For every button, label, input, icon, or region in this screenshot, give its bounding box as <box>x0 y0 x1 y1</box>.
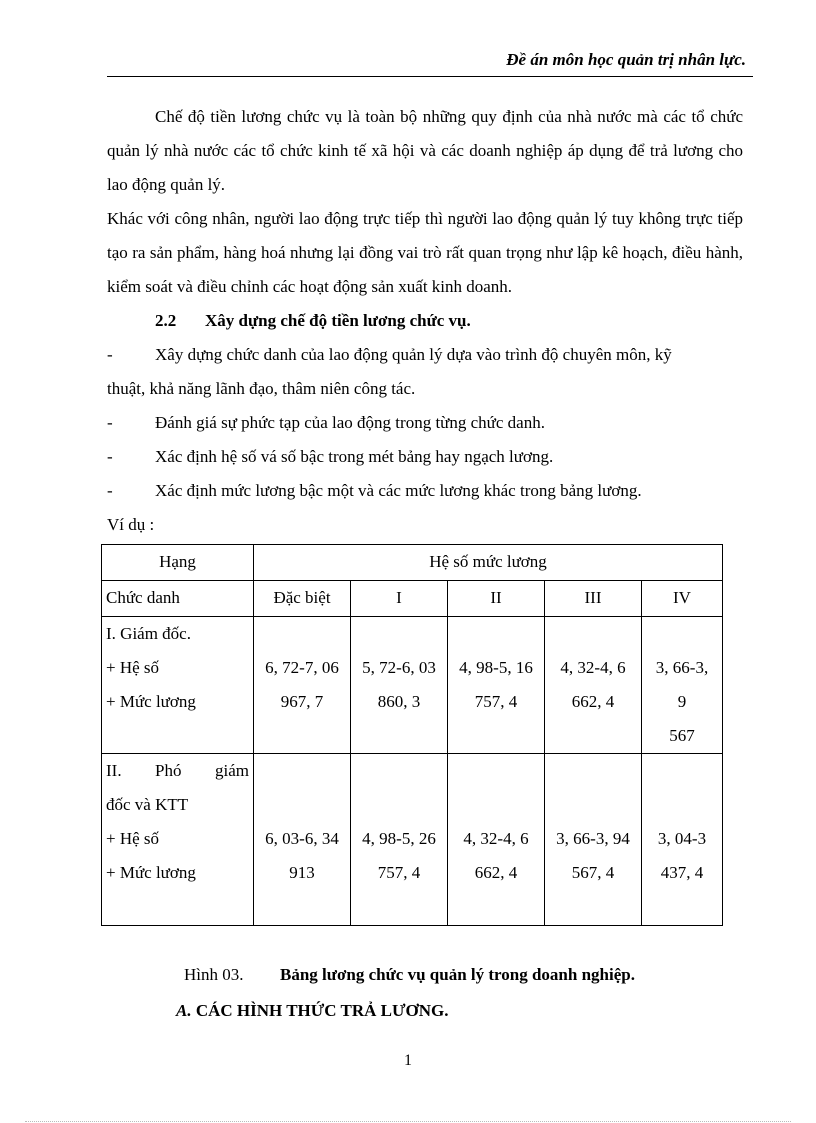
coef-value: 3, 04-3 <box>657 829 707 848</box>
row-title: II. Phó giám <box>106 761 249 780</box>
wage-value: 567 <box>669 726 695 745</box>
page-number: 1 <box>404 1052 412 1069</box>
wage-value: 967, 7 <box>280 692 324 711</box>
running-header: Đề án môn học quản trị nhân lực. <box>506 50 746 69</box>
header-rank: Hạng <box>102 545 254 581</box>
coef-value: 4, 32-4, 6 <box>463 829 529 848</box>
example-label: Ví dụ : <box>107 515 155 534</box>
bullet-item <box>107 474 743 508</box>
wage-value: 757, 4 <box>474 692 518 711</box>
section-title: Xây dựng chế độ tiền lương chức vụ. <box>205 311 471 330</box>
header-grade-2: II <box>448 581 545 617</box>
paragraph-1: Chế độ tiền lương chức vụ là toàn bộ những quy định của nhà nước mà các tổ chức quản lý nhà nước các tổ chức kinh tế xã hội và các doanh nghiệp áp dụng để trả lương cho lao động quản lý. <box>107 107 743 194</box>
bullet-dash: - <box>107 481 113 500</box>
wage-value: 437, 4 <box>660 863 704 882</box>
wage-label: + Mức lương <box>106 863 196 882</box>
heading-text: CÁC HÌNH THỨC TRẢ LƯƠNG. <box>195 1001 449 1020</box>
chapter-heading <box>176 998 449 1024</box>
table-row <box>102 617 723 754</box>
wage-value: 662, 4 <box>474 863 518 882</box>
header-special: Đặc biệt <box>254 581 351 617</box>
bullet-continuation: thuật, khả năng lãnh đạo, thâm niên công tác. <box>107 379 416 398</box>
bullet-dash: - <box>107 345 113 364</box>
bullet-text: Xác định mức lương bậc một và các mức lương khác trong bảng lương. <box>155 481 642 500</box>
bullet-item <box>107 338 743 372</box>
section-heading <box>107 304 743 338</box>
table-cell <box>448 754 545 926</box>
coef-value: 6, 72-7, 06 <box>265 658 339 677</box>
coef-value: 4, 32-4, 6 <box>560 658 626 677</box>
header-grade-4: IV <box>642 581 723 617</box>
header-grade-3: III <box>545 581 642 617</box>
salary-table <box>101 544 723 926</box>
table-row <box>102 754 723 926</box>
wage-value: 662, 4 <box>571 692 615 711</box>
wage-value: 913 <box>289 863 315 882</box>
row-title: I. Giám đốc. <box>106 624 191 643</box>
coef-label: + Hệ số <box>106 829 160 848</box>
coef-value: 4, 98-5, 26 <box>362 829 436 848</box>
caption-title: Bảng lương chức vụ quản lý trong doanh nghiệp. <box>280 965 635 984</box>
caption-label: Hình 03. <box>184 965 244 984</box>
table-cell <box>642 617 723 754</box>
coef-value: 5, 72-6, 03 <box>362 658 436 677</box>
bullet-text: Xác định hệ số vá số bậc trong mét bảng hay ngạch lương. <box>155 447 554 466</box>
table-cell <box>545 754 642 926</box>
wage-label: + Mức lương <box>106 692 196 711</box>
wage-value: 757, 4 <box>377 863 421 882</box>
coef-value-cont: 9 <box>677 692 687 711</box>
body-content <box>107 100 743 542</box>
row-label-cell <box>102 617 254 754</box>
wage-value: 860, 3 <box>377 692 421 711</box>
bullet-dash: - <box>107 447 113 466</box>
table-cell <box>351 617 448 754</box>
coef-value: 4, 98-5, 16 <box>459 658 533 677</box>
header-grade-1: I <box>351 581 448 617</box>
row-title-cont: đốc và KTT <box>106 795 189 814</box>
header-coefficient: Hệ số mức lương <box>254 545 723 581</box>
wage-value: 567, 4 <box>571 863 615 882</box>
bullet-dash: - <box>107 413 113 432</box>
table-cell <box>545 617 642 754</box>
table-cell <box>351 754 448 926</box>
table-cell <box>254 617 351 754</box>
table-cell <box>254 754 351 926</box>
row-label-cell <box>102 754 254 926</box>
bullet-item <box>107 440 743 474</box>
paragraph-2: Khác với công nhân, người lao động trực tiếp thì người lao động quản lý tuy không trực tiếp tạo ra sản phẩm, hàng hoá nhưng lại đồng vai trò rất quan trọng như lập kê hoạch, điều hành, kiểm soát và điều chỉnh các hoạt động sản xuất kinh doanh. <box>107 209 743 296</box>
heading-letter: A. <box>176 1001 192 1020</box>
header-title: Chức danh <box>102 581 254 617</box>
bullet-text: Đánh giá sự phức tạp của lao động trong từng chức danh. <box>155 413 545 432</box>
coef-value: 3, 66-3, <box>655 658 709 677</box>
table-cell <box>448 617 545 754</box>
page-bottom-rule <box>25 1121 791 1122</box>
table-header-row <box>102 581 723 617</box>
coef-value: 6, 03-6, 34 <box>265 829 339 848</box>
bullet-item <box>107 406 743 440</box>
section-number: 2.2 <box>155 311 177 330</box>
table-cell <box>642 754 723 926</box>
bullet-text: Xây dựng chức danh của lao động quản lý dựa vào trình độ chuyên môn, kỹ <box>155 345 672 364</box>
coef-label: + Hệ số <box>106 658 160 677</box>
coef-value: 3, 66-3, 94 <box>556 829 630 848</box>
header-rule <box>107 76 753 77</box>
table-header-row <box>102 545 723 581</box>
figure-caption <box>184 962 635 988</box>
